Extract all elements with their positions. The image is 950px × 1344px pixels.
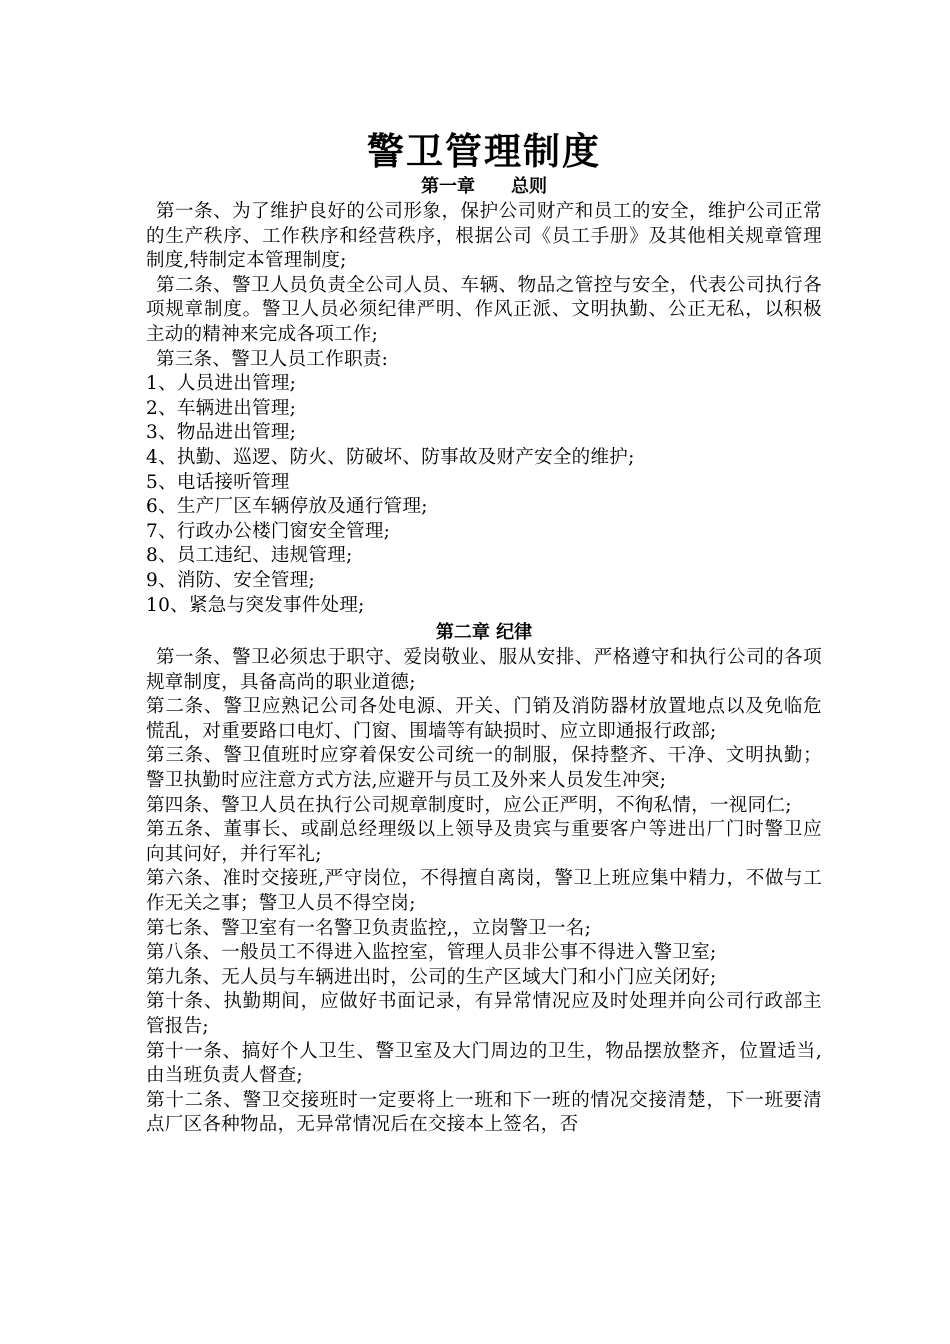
document-body	[146, 128, 822, 1138]
chapter-2-heading: 第二章 纪律	[435, 622, 533, 644]
document-title: 警卫管理制度	[367, 129, 601, 173]
chapter-2-article-8: 第八条、一般员工不得进入监控室，管理人员非公事不得进入警卫室;	[146, 942, 717, 964]
chapter-1-article-3: 第三条、警卫人员工作职责:	[156, 348, 389, 370]
duty-item: 10、紧急与突发事件处理;	[146, 594, 365, 616]
chapter-2-article-11: 第十一条、搞好个人卫生、警卫室及大门周边的卫生，物品摆放整齐，位置适当,由当班负责人督查;	[146, 1040, 822, 1087]
chapter-1-article-1: 第一条、为了维护良好的公司形象，保护公司财产和员工的安全，维护公司正常的生产秩序、工作秩序和经营秩序，根据公司《员工手册》及其他相关规章管理制度,特制定本管理制度;	[146, 201, 822, 272]
duty-item: 1、人员进出管理;	[146, 373, 297, 395]
chapter-1-article-2: 第二条、警卫人员负责全公司人员、车辆、物品之管控与安全，代表公司执行各项规章制度。警卫人员必须纪律严明、作风正派、文明执勤、公正无私，以积极主动的精神来完成各项工作;	[146, 274, 822, 345]
chapter-2-article-1: 第一条、警卫必须忠于职守、爱岗敬业、服从安排、严格遵守和执行公司的各项规章制度，具备高尚的职业道德;	[146, 647, 822, 693]
chapter-1-heading: 第一章 总则	[421, 176, 547, 197]
duty-item: 8、员工违纪、违规管理;	[146, 545, 353, 567]
chapter-2-article-12: 第十二条、警卫交接班时一定要将上一班和下一班的情况交接清楚，下一班要清点厂区各种物品，无异常情况后在交接本上签名，否	[146, 1089, 822, 1136]
duty-item: 4、执勤、巡逻、防火、防破坏、防事故及财产安全的维护;	[146, 446, 635, 468]
duty-item: 3、物品进出管理;	[146, 422, 297, 444]
chapter-2-article-2: 第二条、警卫应熟记公司各处电源、开关、门销及消防器材放置地点以及免临危慌乱，对重要路口电灯、门窗、围墙等有缺损时、应立即通报行政部;	[146, 696, 822, 742]
duty-item: 6、生产厂区车辆停放及通行管理;	[146, 496, 428, 518]
duty-list	[146, 372, 822, 618]
chapter-2-article-10: 第十条、执勤期间，应做好书面记录，有异常情况应及时处理并向公司行政部主管报告;	[146, 991, 822, 1037]
duty-item: 2、车辆进出管理;	[146, 397, 297, 419]
chapter-2-article-5: 第五条、董事长、或副总经理级以上领导及贵宾与重要客户等进出厂门时警卫应向其问好，并行军礼;	[146, 819, 822, 865]
chapter-2-article-4: 第四条、警卫人员在执行公司规章制度时，应公正严明，不徇私情，一视同仁;	[146, 794, 792, 816]
duty-item: 9、消防、安全管理;	[146, 569, 316, 591]
chapter-2-article-7: 第七条、警卫室有一名警卫负责监控,，立岗警卫一名;	[146, 917, 592, 939]
duty-item: 5、电话接听管理	[146, 471, 290, 493]
duty-item: 7、行政办公楼门窗安全管理;	[146, 520, 391, 542]
chapter-2-article-3: 第三条、警卫值班时应穿着保安公司统一的制服，保持整齐、干净、文明执勤；警卫执勤时应注意方式方法,应避开与员工及外来人员发生冲突;	[146, 745, 822, 792]
chapter-2-article-6: 第六条、准时交接班,严守岗位，不得擅自离岗，警卫上班应集中精力，不做与工作无关之事；警卫人员不得空岗;	[146, 868, 822, 915]
chapter-2-article-9: 第九条、无人员与车辆进出时，公司的生产区域大门和小门应关闭好;	[146, 966, 717, 988]
